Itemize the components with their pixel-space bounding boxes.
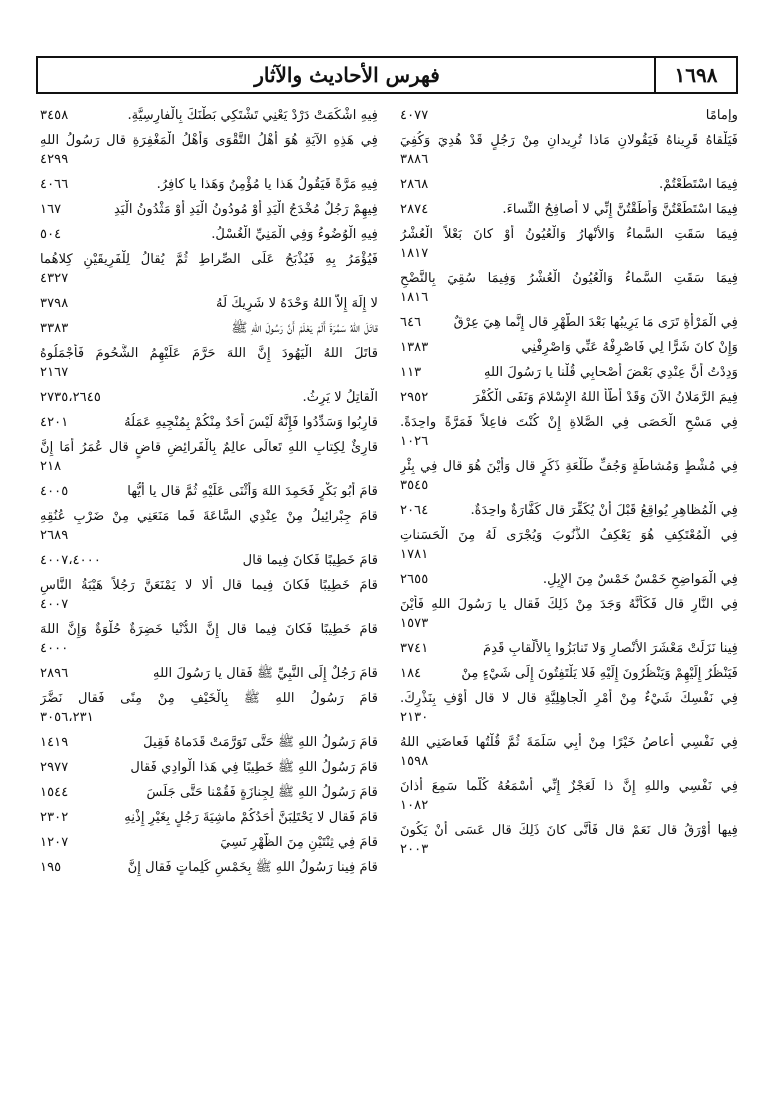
entry-text: فِي الْمُظاهِرِ يُواقِعُ قَبْلَ أَنْ يُكَفِّرَ قال كَفَّارَةٌ واحِدَةٌ. <box>470 503 738 518</box>
index-entry <box>40 664 378 683</box>
index-entry <box>40 438 378 476</box>
entry-reference-number: ١٢٠٧ <box>40 833 74 852</box>
entry-text: فِيمَ الرَّمَلانُ الآنَ وَقَدْ أَطَّأَ اللهُ الإِسْلامَ وَنَفَى الْكُفْرَ <box>473 390 738 405</box>
entry-text: وَدِدْتُ أَنَّ عِنْدِي بَعْضَ أَصْحابِي قُلْنا يا رَسُولَ اللهِ <box>483 365 738 380</box>
entry-reference-number: ٢٦٨٩ <box>40 528 69 543</box>
index-entry <box>40 620 378 658</box>
index-entry <box>400 313 738 332</box>
entry-text: قامَ رَسُولُ اللهِ ﷺ بِالْخَيْفِ مِنْ مِنًى فَقال نَضَّرَ <box>40 691 378 706</box>
entry-reference-number: ٣٣٨٣ <box>40 319 74 338</box>
index-entry <box>400 664 738 683</box>
entry-reference-number: ٢٩٧٧ <box>40 758 74 777</box>
entry-text: فِيهِ اشْكَمَتْ دَرْدْ يَعْنِي تَشْتَكِي بَطْنَكَ بِالْفارِسِيَّةِ. <box>127 108 378 123</box>
entry-text: فِيها أَوْرَقُ قال نَعَمْ قال فَأَنَّى كانَ ذَلِكَ قال عَسَى أَنْ يَكُونَ <box>400 823 738 838</box>
index-entry <box>400 200 738 219</box>
entry-reference-number: ٤٠٠٧ <box>40 597 69 612</box>
entry-reference-number: ٤٣٢٧ <box>40 271 69 286</box>
index-entry <box>400 526 738 564</box>
entry-text: فِي نَفْسِكَ شَيْءٌ مِنْ أَمْرِ الْجاهِلِيَّةِ قال لا قال أَوْفِ بِنَذْرِكَ. <box>400 691 738 706</box>
entry-text: قامَ جِبْرائِيلُ مِنْ عِنْدِي السَّاعَةَ فَما مَنَعَنِي مِنْ ضَرْبِ عُنُقِهِ <box>40 509 378 524</box>
entry-text: فِي الْمَواضِحِ خَمْسٌ خَمْسٌ مِنَ الإِبِلِ. <box>542 572 738 587</box>
index-entry <box>400 106 738 125</box>
entry-reference-number: ٢٨٧٤ <box>400 200 434 219</box>
entry-reference-number: ٣٧٩٨ <box>40 294 74 313</box>
entry-reference-number: ٥٠٤ <box>40 225 67 244</box>
index-entry <box>400 595 738 633</box>
index-entry <box>400 413 738 451</box>
entry-text: قامَ أَبُو بَكْرٍ فَحَمِدَ اللهَ وَأَثْنَى عَلَيْهِ ثُمَّ قال يا أَيُّها <box>127 484 378 499</box>
index-entry <box>40 758 378 777</box>
index-entry <box>40 294 378 313</box>
index-entry <box>40 225 378 244</box>
entry-text: قامَ رَسُولُ اللهِ ﷺ حَتَّى تَوَرَّمَتْ قَدَماهُ فَقِيلَ <box>143 735 378 750</box>
entry-text: فِي نَفْسِي أُعاصُ خَيْرًا مِنْ أَبِي سَلَمَةَ ثُمَّ قُلْتُها فَعاضَنِي اللهُ <box>400 735 738 750</box>
entry-reference-number: ٢٨٩٦ <box>40 664 74 683</box>
entry-reference-number: ٣٥٤٥ <box>400 478 429 493</box>
entry-reference-number: ١١٣ <box>400 363 427 382</box>
entry-text: فِي مَسْحِ الْحَصَى فِي الصَّلاةِ إِنْ كُنْتَ فاعِلاً فَمَرَّةً واحِدَةً. <box>400 415 738 430</box>
entry-reference-number: ١٥٩٨ <box>400 754 429 769</box>
entry-text: فَيَنْظُرُ إِلَيْهِمْ وَيَنْظُرُونَ إِلَيْهِ فَلا يَلْتَفِتُونَ إِلَى شَيْءٍ مِنْ <box>461 666 738 681</box>
entry-text: قامَ خَطِيبًا فَكانَ فِيما قال أَلا لا يَمْنَعَنَّ رَجُلاً هَيْبَةُ النَّاسِ <box>40 578 378 593</box>
entry-text: فِي النَّارِ قال فَكَأَنَّهُ وَجَدَ مِنْ ذَلِكَ فَقال يا رَسُولَ اللهِ فَأَيْنَ <box>400 597 738 612</box>
entry-text: فِيهِ مَرَّةً فَيَقُولُ هَذا يا مُؤْمِنُ وَهَذا يا كافِرُ. <box>156 177 378 192</box>
entry-reference-number: ٤٠٠٥ <box>40 482 74 501</box>
entry-reference-number: ٢١٣٠ <box>400 710 429 725</box>
entry-reference-number: ٢٩٥٢ <box>400 388 434 407</box>
page-title: فهرس الأحاديث والآثار <box>254 63 440 87</box>
entry-text: قامَ فَقال لا يَحْتَلِبَنَّ أَحَدُكُمْ ماشِيَةَ رَجُلٍ بِغَيْرِ إِذْنِهِ <box>124 810 378 825</box>
index-entry <box>400 338 738 357</box>
entry-reference-number: ١٨١٧ <box>400 246 429 261</box>
index-entry <box>400 269 738 307</box>
entry-text: فِيمَا اسْتَطَعْتُمْ. <box>659 177 738 192</box>
entry-reference-number: ١٧٨١ <box>400 547 429 562</box>
entry-text: فِي هَذِهِ الآيَةِ هُوَ أَهْلُ التَّقْوَى وَأَهْلُ الْمَغْفِرَةِ قال رَسُولُ اللهِ <box>40 133 378 148</box>
index-entry <box>400 388 738 407</box>
index-entry <box>400 175 738 194</box>
entry-reference-number: ٦٤٦ <box>400 313 427 332</box>
entry-text: قامَ فِينا رَسُولُ اللهِ ﷺ بِخَمْسِ كَلِماتٍ فَقال إِنَّ <box>127 860 378 875</box>
entry-reference-number: ٣٤٥٨ <box>40 106 74 125</box>
entry-reference-number: ١٠٢٦ <box>400 434 429 449</box>
entry-text: فِي مُشْطٍ وَمُشاطَةٍ وَجُفِّ طَلْعَةِ ذَكَرٍ قال وَأَيْنَ هُوَ قال فِي بِئْرِ <box>400 459 738 474</box>
entry-text: قامَ خَطِيبًا فَكانَ فِيما قال <box>242 553 378 568</box>
entry-reference-number: ٤٠٠٧،٤٠٠٠ <box>40 551 107 570</box>
entry-reference-number: ٢٠٠٣ <box>400 842 429 857</box>
entry-text: فَيُؤْمَرُ بِهِ فَيُذْبَحُ عَلَى الصِّراطِ ثُمَّ يُقالُ لِلْفَرِيقَيْنِ كِلاهُما <box>40 252 378 267</box>
entry-reference-number: ١٠٨٢ <box>400 798 429 813</box>
page-header <box>36 56 738 94</box>
index-entry <box>40 833 378 852</box>
index-entry <box>400 131 738 169</box>
entry-text: قاتَلَ اللهُ سَمُرَةَ أَلَمْ يَعْلَمْ أَنَّ رَسُولَ اللهِ ﷺ <box>231 321 378 336</box>
index-entry <box>400 639 738 658</box>
index-entry <box>40 733 378 752</box>
entry-reference-number: ٤٠٧٧ <box>400 106 434 125</box>
entry-text: قارِبُوا وَسَدِّدُوا فَإِنَّهُ لَيْسَ أَحَدٌ مِنْكُمْ بِمُنْجِيهِ عَمَلُهُ <box>124 415 378 430</box>
entry-reference-number: ٢٠٦٤ <box>400 501 434 520</box>
index-entry <box>400 457 738 495</box>
entry-text: فِي نَفْسِي واللهِ إِنَّ ذا لَعَجْزٌ إِنِّي أَسْمَعُهُ كُلَّما سَمِعَ أَذانَ <box>400 779 738 794</box>
index-entry <box>40 576 378 614</box>
index-entry <box>40 413 378 432</box>
entry-reference-number: ١٣٨٣ <box>400 338 434 357</box>
entry-text: قامَ فِي ثِنْتَيْنِ مِنَ الظُّهْرِ نَسِيَ <box>220 835 378 850</box>
index-entry <box>40 319 378 338</box>
entry-reference-number: ٢٣٠٢ <box>40 808 74 827</box>
index-entry <box>40 175 378 194</box>
index-entry <box>400 501 738 520</box>
index-entry <box>40 689 378 727</box>
index-entry <box>40 858 378 877</box>
index-entry <box>400 225 738 263</box>
index-entry <box>400 777 738 815</box>
entry-text: فِيمَا سَقَتِ السَّماءُ وَالْعُيُونُ الْعُشْرُ وَفِيمَا سُقِيَ بِالنَّضْحِ <box>400 271 738 286</box>
entry-reference-number: ١٩٥ <box>40 858 67 877</box>
index-entry <box>400 570 738 589</box>
index-entry <box>40 388 378 407</box>
index-entry <box>400 363 738 382</box>
entry-reference-number: ٤٠٠٠ <box>40 641 69 656</box>
entry-text: قارِئٌ لِكِتابِ اللهِ تَعالَى عالِمٌ بِالْفَرائِضِ قاضٍ قال عُمَرُ أَمَا إِنَّ <box>40 440 378 455</box>
entry-text: فِي الْمَرْأَةِ تَرَى مَا يَرِيبُها بَعْدَ الطُّهْرِ قال إِنَّما هِيَ عِرْقٌ <box>453 315 738 330</box>
entry-reference-number: ١٤١٩ <box>40 733 74 752</box>
entry-reference-number: ٢١٦٧ <box>40 365 69 380</box>
index-entry <box>40 783 378 802</box>
entry-text: قاتَلَ اللهُ الْيَهُودَ إِنَّ اللهَ حَرَّمَ عَلَيْهِمُ الشُّحُومَ فَأَجْمَلُوهُ <box>40 346 378 361</box>
left-column <box>40 106 378 883</box>
entry-reference-number: ١٥٧٣ <box>400 616 429 631</box>
entry-text: فَيَلْقاهُ قَرِيناهُ فَيَقُولانِ مَاذا تُرِيدانِ مِنْ رَجُلٍ قَدْ هُدِيَ وَكُفِيَ <box>400 133 738 148</box>
entry-text: فِي الْمُعْتَكِفِ هُوَ يَعْكِفُ الذُّنُوبَ وَيُجْرَى لَهُ مِنَ الْحَسَناتِ <box>400 528 738 543</box>
entry-text: وإمامًا <box>705 108 738 123</box>
entry-reference-number: ٣٨٨٦ <box>400 152 429 167</box>
entry-text: قامَ رَجُلٌ إِلَى النَّبِيِّ ﷺ فَقال يا رَسُولَ اللهِ <box>153 666 378 681</box>
index-entry <box>400 821 738 859</box>
index-entry <box>40 250 378 288</box>
entry-text: فِيمَا سَقَتِ السَّماءُ وَالأَنْهارُ وَالْعُيُونُ أَوْ كانَ بَعْلاً الْعُشْرُ <box>400 227 738 242</box>
entry-text: فِيمَا اسْتَطَعْتُنَّ وَأَطَقْتُنَّ إِنِّي لا أُصافِحُ النِّساءَ. <box>502 202 738 217</box>
entry-reference-number: ٢٦٥٥ <box>400 570 434 589</box>
entry-reference-number: ٣٠٥٦،٢٣١ <box>40 710 94 725</box>
entry-reference-number: ٤٠٦٦ <box>40 175 74 194</box>
index-entry <box>40 808 378 827</box>
index-entry <box>40 106 378 125</box>
page-number: ١٦٩٨ <box>654 58 736 92</box>
index-entry <box>40 482 378 501</box>
index-entry <box>40 507 378 545</box>
entry-reference-number: ١٨١٦ <box>400 290 429 305</box>
index-entry <box>400 689 738 727</box>
index-entry <box>40 551 378 570</box>
index-entry <box>40 131 378 169</box>
index-entry <box>40 344 378 382</box>
right-column <box>400 106 738 865</box>
entry-reference-number: ٤٢٩٩ <box>40 152 69 167</box>
entry-text: الْقاتِلُ لا يَرِثُ. <box>302 390 378 405</box>
entry-text: قامَ رَسُولُ اللهِ ﷺ لِجِنازَةٍ فَقُمْنا حَتَّى جَلَسَ <box>146 785 378 800</box>
entry-reference-number: ١٥٤٤ <box>40 783 74 802</box>
entry-reference-number: ١٨٤ <box>400 664 427 683</box>
entry-text: وَإِنْ كانَ شَرًّا لِي فَاصْرِفْهُ عَنِّي وَاصْرِفْنِي <box>521 340 738 355</box>
entry-text: لا إِلَهَ إِلاَّ اللهُ وَحْدَهُ لا شَرِيكَ لَهُ <box>216 296 378 311</box>
entry-reference-number: ٢١٨ <box>40 459 62 474</box>
index-entry <box>400 733 738 771</box>
entry-text: فِينا نَزَلَتْ مَعْشَرَ الأَنْصارِ وَلا تَنابَزُوا بِالأَلْقابِ قَدِمَ <box>483 641 738 656</box>
entry-reference-number: ٣٧٤١ <box>400 639 434 658</box>
index-entry <box>40 200 378 219</box>
entry-reference-number: ١٦٧ <box>40 200 67 219</box>
entry-reference-number: ٢٨٦٨ <box>400 175 434 194</box>
entry-reference-number: ٤٢٠١ <box>40 413 74 432</box>
entry-text: قامَ خَطِيبًا فَكانَ فِيما قال إِنَّ الدُّنْيا خَضِرَةٌ حُلْوَةٌ وَإِنَّ اللهَ <box>40 622 378 637</box>
entry-text: فِيهِ الْوُضُوءُ وَفِي الْمَنِيِّ الْغُسْلُ. <box>211 227 378 242</box>
entry-text: فِيهِمْ رَجُلٌ مُخْدَجُ الْيَدِ أَوْ مُودُونُ الْيَدِ أَوْ مَثْدُونُ الْيَدِ <box>113 202 378 217</box>
entry-reference-number: ٢٧٣٥،٢٦٤٥ <box>40 388 107 407</box>
entry-text: قامَ رَسُولُ اللهِ ﷺ خَطِيبًا فِي هَذا الْوادِي فَقال <box>130 760 378 775</box>
